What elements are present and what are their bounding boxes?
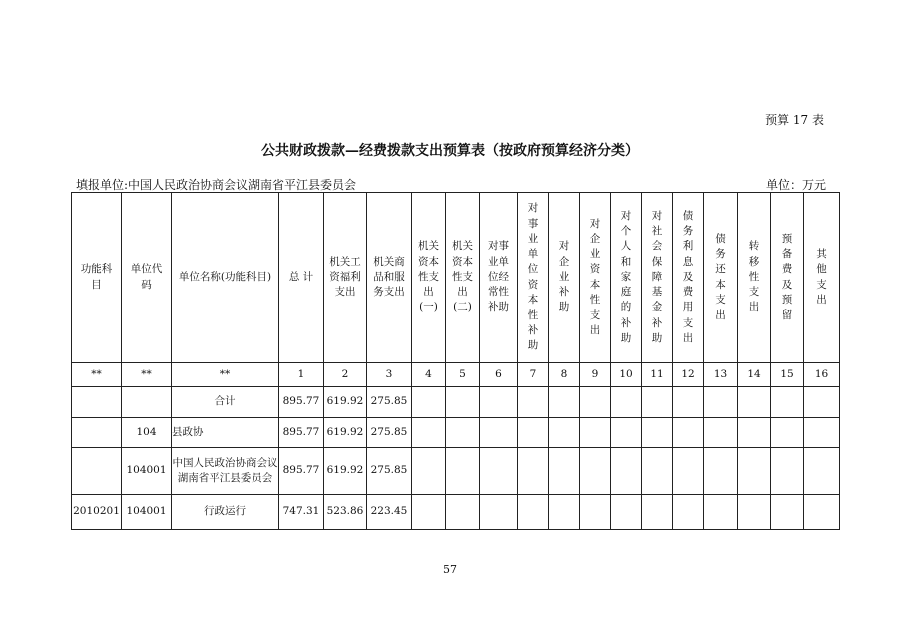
empty-cell [804,418,840,448]
index-cell: 13 [704,363,738,387]
empty-cell [580,387,611,418]
total-cell: 895.77 [279,418,324,448]
index-cell: 9 [580,363,611,387]
goods-services-cell: 275.85 [367,387,412,418]
header-unit-code: 单位代 码 [122,193,172,363]
wage-cell: 523.86 [324,495,367,530]
empty-cell [580,495,611,530]
empty-cell [642,418,673,448]
unit-code-cell: 104 [122,418,172,448]
unit-name-cell: 合计 [172,387,279,418]
header-col-13: 债务还本支出 [704,193,738,363]
header-row [72,193,840,363]
empty-cell [580,418,611,448]
header-col-11: 对社会保障基金补助 [642,193,673,363]
empty-cell [518,448,549,495]
empty-cell [518,418,549,448]
empty-cell [446,495,480,530]
unit-name-cell: 县政协 [172,418,279,448]
wage-cell: 619.92 [324,418,367,448]
total-cell: 895.77 [279,387,324,418]
empty-cell [771,418,804,448]
unit-name-cell: 行政运行 [172,495,279,530]
total-cell: 747.31 [279,495,324,530]
empty-cell [480,387,518,418]
empty-cell [642,387,673,418]
empty-cell [804,495,840,530]
index-row [72,363,840,387]
index-cell: ** [172,363,279,387]
header-col-15: 预备费及预留 [771,193,804,363]
empty-cell [738,448,771,495]
empty-cell [412,387,446,418]
empty-cell [611,387,642,418]
empty-cell [412,448,446,495]
index-cell: 15 [771,363,804,387]
header-col-14: 转移性支出 [738,193,771,363]
index-cell: 6 [480,363,518,387]
index-cell: 14 [738,363,771,387]
header-col-2: 机关工 资福利 支出 [324,193,367,363]
empty-cell [771,448,804,495]
empty-cell [549,448,580,495]
empty-cell [704,495,738,530]
header-col-9: 对企业资本性支出 [580,193,611,363]
total-cell: 895.77 [279,448,324,495]
wage-cell: 619.92 [324,387,367,418]
empty-cell [738,495,771,530]
empty-cell [804,387,840,418]
func-code-cell [72,448,122,495]
index-cell: 2 [324,363,367,387]
empty-cell [673,418,704,448]
empty-cell [446,448,480,495]
empty-cell [611,495,642,530]
table-number: 预算 17 表 [765,113,824,127]
unit-name-cell: 中国人民政治协商会议湖南省平江县委员会 [172,448,279,495]
index-cell: 8 [549,363,580,387]
table-row [72,448,840,495]
empty-cell [412,495,446,530]
header-col-8: 对企业补助 [549,193,580,363]
unit-code-cell [122,387,172,418]
header-unit-name: 单位名称(功能科目) [172,193,279,363]
goods-services-cell: 275.85 [367,418,412,448]
empty-cell [518,495,549,530]
header-col-3: 机关商 品和服 务支出 [367,193,412,363]
header-col-5: 机关资本性支出(二) [446,193,480,363]
empty-cell [673,448,704,495]
empty-cell [611,418,642,448]
empty-cell [446,387,480,418]
empty-cell [480,448,518,495]
currency-unit: 单位：万元 [765,178,826,192]
table-row [72,495,840,530]
func-code-cell [72,418,122,448]
empty-cell [804,448,840,495]
empty-cell [549,495,580,530]
empty-cell [704,448,738,495]
empty-cell [771,495,804,530]
empty-cell [549,387,580,418]
empty-cell [673,387,704,418]
index-cell: 10 [611,363,642,387]
index-cell: 3 [367,363,412,387]
empty-cell [642,448,673,495]
index-cell: 1 [279,363,324,387]
func-code-cell [72,387,122,418]
empty-cell [580,448,611,495]
goods-services-cell: 223.45 [367,495,412,530]
empty-cell [518,387,549,418]
empty-cell [642,495,673,530]
index-cell: 5 [446,363,480,387]
header-col-6: 对事 业单 位经 常性 补助 [480,193,518,363]
filling-unit: 填报单位:中国人民政治协商会议湖南省平江县委员会 [76,178,357,192]
index-cell: ** [72,363,122,387]
empty-cell [480,495,518,530]
index-cell: 12 [673,363,704,387]
table-row [72,418,840,448]
unit-code-cell: 104001 [122,495,172,530]
empty-cell [549,418,580,448]
header-total: 总 计 [279,193,324,363]
table-row-total [72,387,840,418]
empty-cell [480,418,518,448]
budget-table [71,192,840,530]
index-cell: 11 [642,363,673,387]
wage-cell: 619.92 [324,448,367,495]
index-cell: 4 [412,363,446,387]
header-func-code: 功能科 目 [72,193,122,363]
header-col-4: 机关资本性支出(一) [412,193,446,363]
header-col-12: 债务利息及费用支出 [673,193,704,363]
goods-services-cell: 275.85 [367,448,412,495]
unit-code-cell: 104001 [122,448,172,495]
empty-cell [673,495,704,530]
page-number: 57 [443,563,457,576]
func-code-cell: 2010201 [72,495,122,530]
index-cell: 7 [518,363,549,387]
index-cell: 16 [804,363,840,387]
header-col-16: 其他支出 [804,193,840,363]
empty-cell [446,418,480,448]
header-col-10: 对个人和家庭的补助 [611,193,642,363]
empty-cell [771,387,804,418]
empty-cell [704,387,738,418]
index-cell: ** [122,363,172,387]
empty-cell [738,418,771,448]
empty-cell [611,448,642,495]
empty-cell [412,418,446,448]
empty-cell [704,418,738,448]
header-col-7: 对事业单位资本性补助 [518,193,549,363]
empty-cell [738,387,771,418]
page-title: 公共财政拨款—经费拨款支出预算表（按政府预算经济分类） [261,143,639,159]
